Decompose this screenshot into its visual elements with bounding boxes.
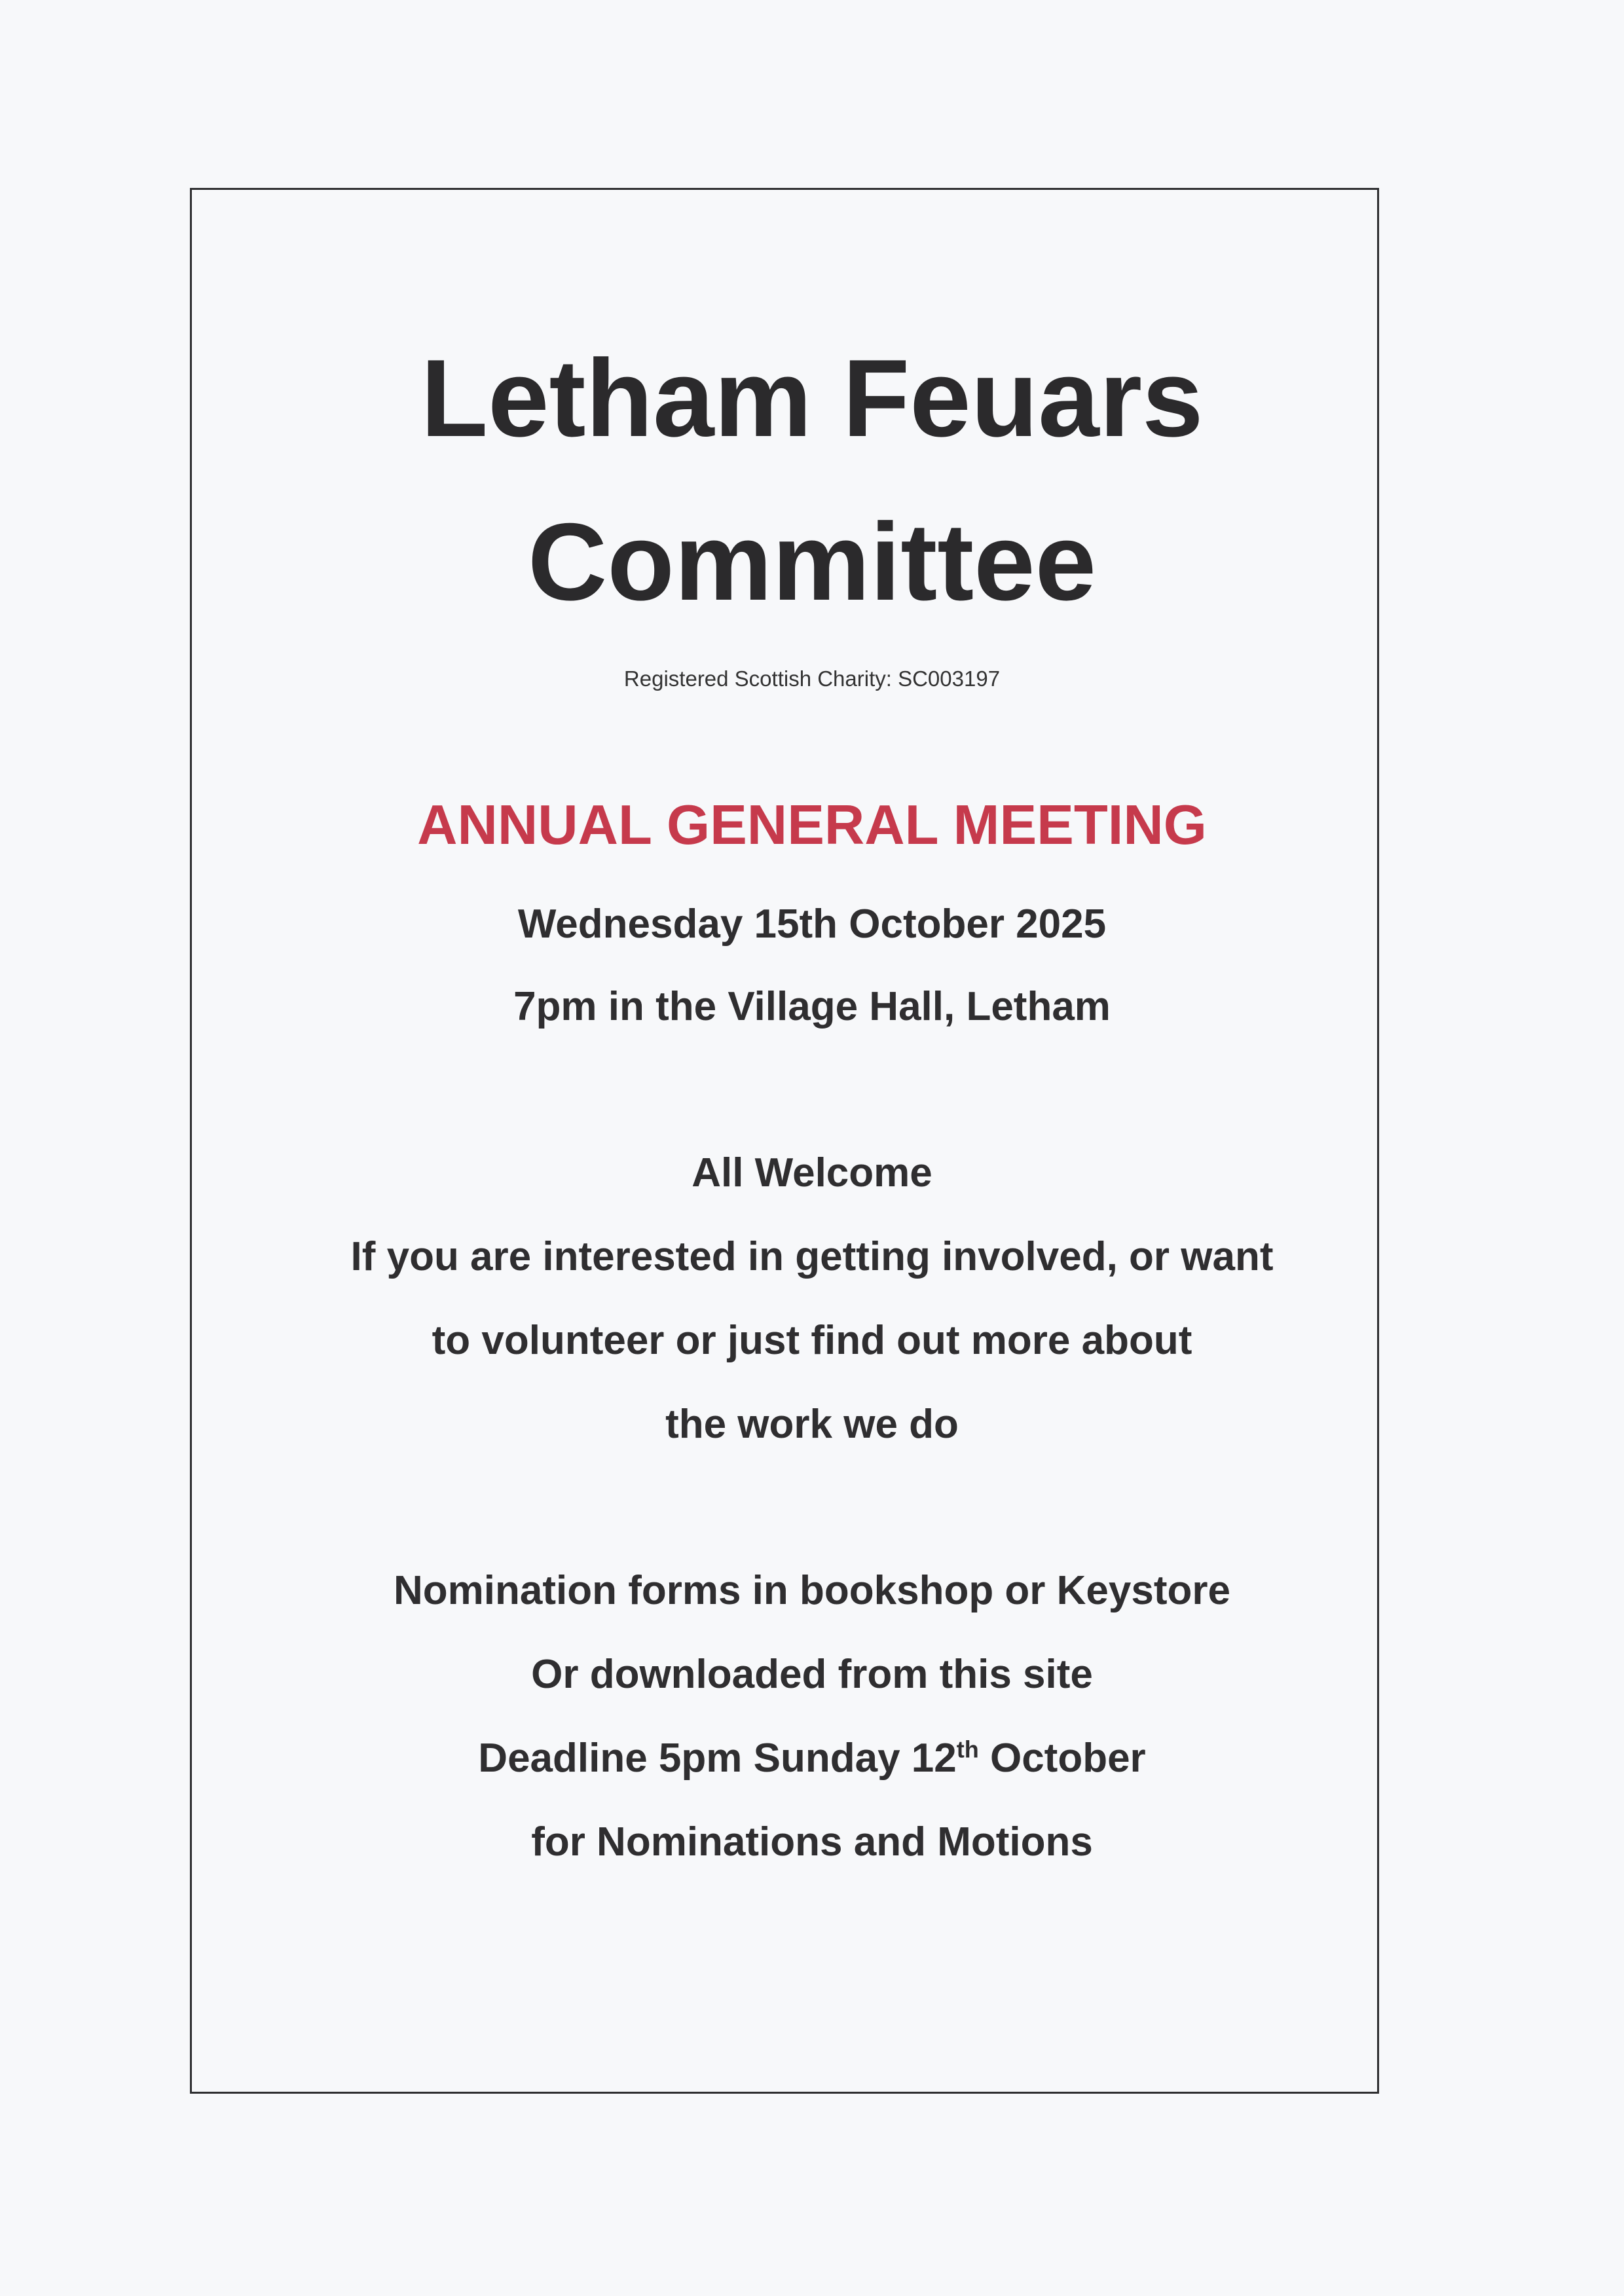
- deadline-ordinal: th: [956, 1736, 979, 1763]
- charity-number: Registered Scottish Charity: SC003197: [623, 666, 1001, 691]
- deadline-line: [0, 1732, 1624, 1785]
- title-line-1: Letham Feuars: [420, 337, 1204, 460]
- poster-frame: [190, 188, 1379, 2094]
- deadline-prefix: Deadline 5pm Sunday 12: [478, 1736, 957, 1781]
- meeting-date: Wednesday 15th October 2025: [517, 902, 1107, 947]
- meeting-time-place: 7pm in the Village Hall, Letham: [513, 984, 1111, 1029]
- nomination-line-1: Nomination forms in bookshop or Keystore: [394, 1568, 1230, 1613]
- deadline-suffix: October: [978, 1736, 1146, 1781]
- title-line-2: Committee: [527, 500, 1097, 623]
- nomination-line-4: for Nominations and Motions: [531, 1819, 1093, 1865]
- welcome-text: All Welcome: [692, 1150, 932, 1195]
- agm-heading: ANNUAL GENERAL MEETING: [417, 794, 1207, 856]
- interest-line-2: to volunteer or just find out more about: [432, 1318, 1192, 1363]
- interest-line-3: the work we do: [665, 1402, 959, 1447]
- nomination-line-2: Or downloaded from this site: [531, 1652, 1093, 1697]
- interest-line-1: If you are interested in getting involved, or want: [350, 1234, 1274, 1279]
